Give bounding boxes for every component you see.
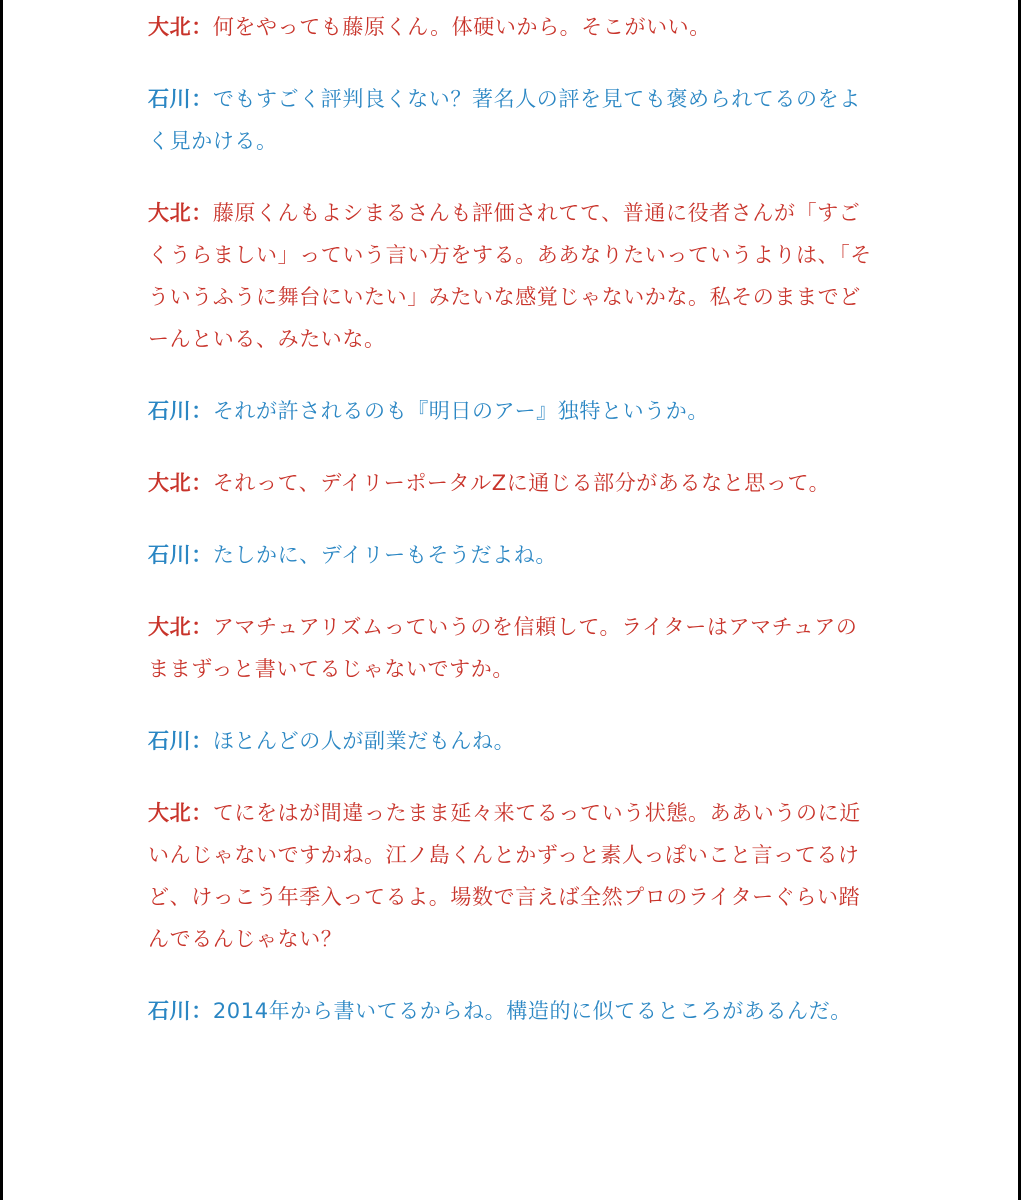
dialogue-turn (148, 6, 873, 48)
dialogue-text: 藤原くんもよシまるさんも評価されてて、普通に役者さんが「すごくうらましい」っていう言い方をする。ああなりたいっていうよりは、「そういうふうに舞台にいたい」みたいな感覚じゃないかな。私そのままでどーんといる、みたいな。 (148, 201, 872, 351)
interview-transcript (148, 6, 873, 1062)
dialogue-text: てにをはが間違ったまま延々来てるっていう状態。ああいうのに近いんじゃないですかね。江ノ島くんとかずっと素人っぽいこと言ってるけど、けっこう年季入ってるよ。場数で言えば全然プロのライターぐらい踏んでるんじゃない？ (148, 801, 861, 951)
dialogue-turn (148, 990, 873, 1032)
dialogue-turn (148, 720, 873, 762)
dialogue-turn (148, 606, 873, 690)
dialogue-text: ほとんどの人が副業だもんね。 (212, 729, 516, 753)
speaker-label: 大北： (148, 201, 213, 225)
dialogue-text: 何をやっても藤原くん。体硬いから。そこがいい。 (212, 15, 711, 39)
speaker-label: 大北： (148, 15, 213, 39)
dialogue-turn (148, 192, 873, 360)
dialogue-text: それって、デイリーポータルZに通じる部分があるなと思って。 (212, 471, 831, 495)
dialogue-text: でもすごく評判良くない？著名人の評を見ても褒められてるのをよく見かける。 (148, 87, 861, 153)
dialogue-text: たしかに、デイリーもそうだよね。 (212, 543, 557, 567)
dialogue-turn (148, 792, 873, 960)
dialogue-turn (148, 78, 873, 162)
speaker-label: 石川： (148, 543, 213, 567)
dialogue-text: それが許されるのも『明日のアー』独特というか。 (212, 399, 709, 423)
speaker-label: 石川： (148, 87, 213, 111)
speaker-label: 石川： (148, 729, 213, 753)
dialogue-turn (148, 462, 873, 504)
dialogue-text: 2014年から書いてるからね。構造的に似てるところがあるんだ。 (212, 999, 852, 1023)
speaker-label: 大北： (148, 801, 213, 825)
speaker-label: 大北： (148, 615, 213, 639)
dialogue-turn (148, 390, 873, 432)
speaker-label: 石川： (148, 399, 213, 423)
left-border (0, 0, 3, 1200)
speaker-label: 大北： (148, 471, 213, 495)
dialogue-text: アマチュアリズムっていうのを信頼して。ライターはアマチュアのままずっと書いてるじゃないですか。 (148, 615, 858, 681)
dialogue-turn (148, 534, 873, 576)
speaker-label: 石川： (148, 999, 213, 1023)
